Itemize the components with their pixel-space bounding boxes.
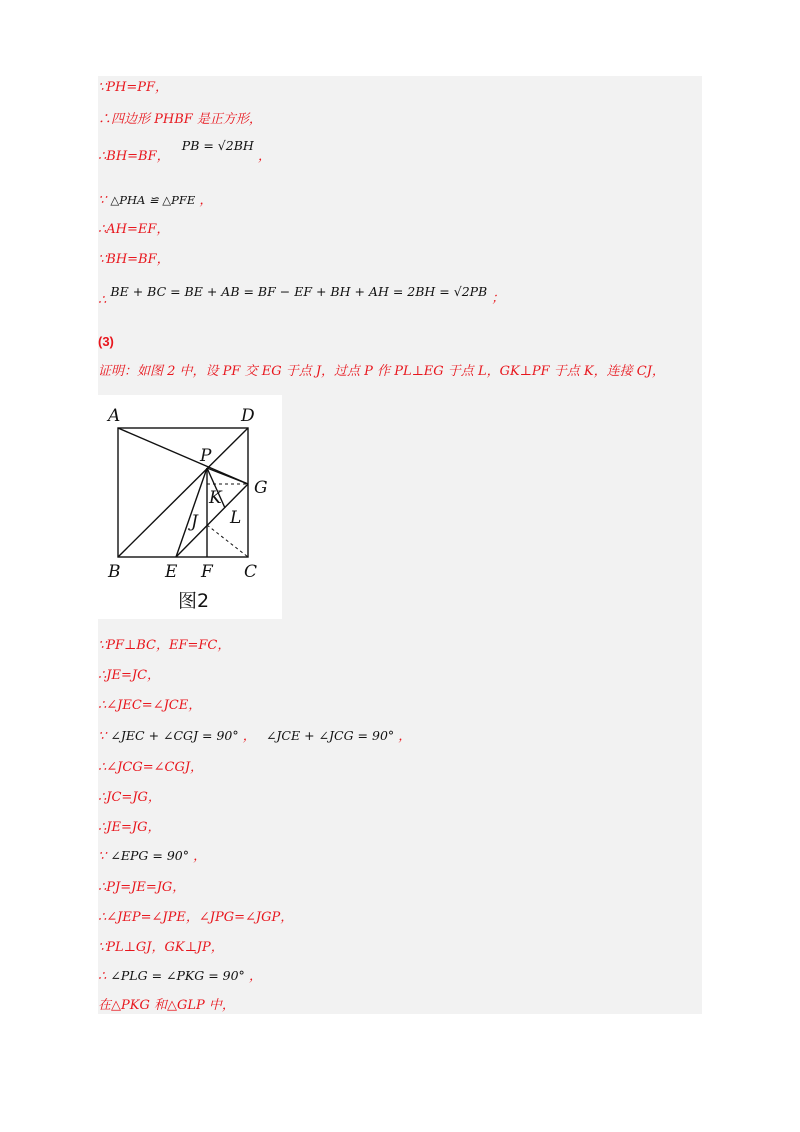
- math-expression: ∠EPG = 90°: [110, 848, 189, 863]
- proof-line-7: ∴ BE + BC = BE + AB = BF − EF + BH + AH = 2BH = √2PB ；: [98, 284, 505, 308]
- label-b: B: [108, 562, 121, 582]
- proof-line-12: ∴∠JCG=∠CGJ，: [98, 760, 204, 775]
- proof-line-1: ∵PH=PF，: [98, 80, 169, 95]
- proof-line-3: ∴BH=BF， PB = √2BH ，: [98, 138, 271, 164]
- proof-line-5: ∴AH=EF，: [98, 222, 170, 237]
- math-expression: ∠PLG = ∠PKG = 90°: [110, 968, 245, 983]
- math-expression: BE + BC = BE + AB = BF − EF + BH + AH = 2BH = √2PB: [110, 284, 488, 299]
- proof-intro: 证明：如图 2 中，设 PF 交 EG 于点 J，过点 P 作 PL⊥EG 于点 L，GK⊥PF 于点 K，连接 CJ，: [98, 364, 665, 379]
- label-j: J: [191, 512, 198, 532]
- label-e: E: [165, 562, 178, 582]
- dashed-jc: [207, 525, 248, 557]
- label-a: A: [108, 406, 121, 426]
- figure-svg: [98, 395, 282, 619]
- label-k: K: [209, 488, 222, 508]
- proof-line-10: ∴∠JEC=∠JCE，: [98, 698, 202, 713]
- proof-line-20: 在△PKG 和△GLP 中，: [98, 998, 235, 1013]
- figure-caption: 图2: [178, 590, 210, 612]
- math-expression: ∠JEC + ∠CGJ = 90°: [110, 728, 239, 743]
- proof-line-6: ∵BH=BF，: [98, 252, 170, 267]
- proof-line-15: ∵ ∠EPG = 90° ，: [98, 848, 207, 864]
- proof-line-16: ∴PJ=JE=JG，: [98, 880, 186, 895]
- proof-line-11: ∵ ∠JEC + ∠CGJ = 90° ， ∠JCE + ∠JCG = 90° ，: [98, 728, 412, 744]
- proof-line-13: ∴JC=JG，: [98, 790, 161, 805]
- proof-line-19: ∴ ∠PLG = ∠PKG = 90° ，: [98, 968, 262, 984]
- proof-line-18: ∵PL⊥GJ，GK⊥JP，: [98, 940, 224, 955]
- proof-line-4: ∵ △PHA ≌ △PFE ，: [98, 193, 213, 208]
- label-c: C: [244, 562, 258, 582]
- proof-line-17: ∴∠JEP=∠JPE，∠JPG=∠JGP，: [98, 910, 294, 925]
- math-expression: △PHA ≌ △PFE: [110, 193, 196, 207]
- line-ag: [118, 428, 248, 484]
- label-f: F: [201, 562, 213, 582]
- label-p: P: [200, 446, 212, 466]
- proof-line-9: ∴JE=JC，: [98, 668, 161, 683]
- label-d: D: [241, 406, 255, 426]
- label-g: G: [254, 478, 268, 498]
- proof-line-14: ∴JE=JG，: [98, 820, 161, 835]
- proof-line-2: ∴四边形 PHBF 是正方形，: [98, 112, 262, 127]
- label-l: L: [230, 508, 242, 528]
- section-label: (3): [98, 334, 114, 349]
- math-expression: PB = √2BH: [181, 138, 254, 153]
- geometry-figure: [98, 395, 282, 619]
- proof-line-8: ∵PF⊥BC，EF=FC，: [98, 638, 231, 653]
- math-expression: ∠JCE + ∠JCG = 90°: [265, 728, 395, 743]
